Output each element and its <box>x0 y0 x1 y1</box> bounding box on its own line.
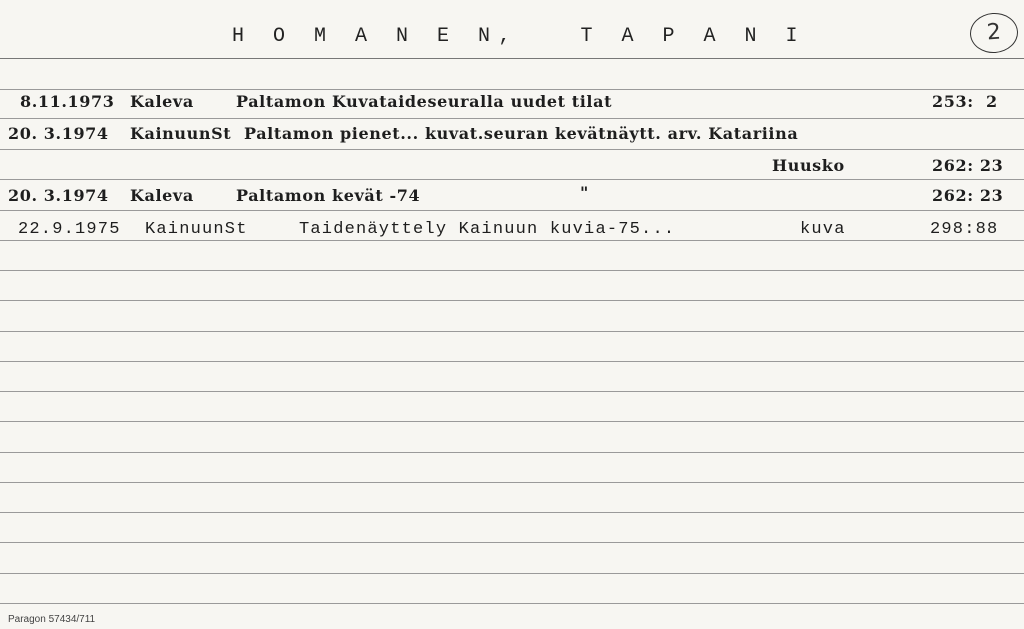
ruled-line <box>0 573 1024 574</box>
header-rule <box>0 58 1024 59</box>
ruled-line <box>0 300 1024 301</box>
ditto-mark: " <box>580 183 589 202</box>
entry-date: 8.11.1973 <box>20 92 115 111</box>
ruled-line <box>0 452 1024 453</box>
entry-date: 22.9.1975 <box>18 220 121 239</box>
ruled-line <box>0 210 1024 211</box>
print-code: Paragon 57434/711 <box>8 614 96 625</box>
ruled-line <box>0 603 1024 604</box>
ruled-line <box>0 149 1024 150</box>
entry-source: Kaleva <box>130 92 194 111</box>
card-title: H O M A N E N, T A P A N I <box>232 25 807 48</box>
entry-source: KainuunSt <box>145 220 248 239</box>
entry-ref: 262: 23 <box>932 186 1004 205</box>
ruled-line <box>0 482 1024 483</box>
entry-title: Taidenäyttely Kainuun kuvia-75... <box>299 220 676 239</box>
entry-date: 20. 3.1974 <box>8 124 109 143</box>
entry-title: Paltamon kevät -74 <box>236 186 421 205</box>
ruled-line <box>0 179 1024 180</box>
entry-source: Kaleva <box>130 186 194 205</box>
entry-date: 20. 3.1974 <box>8 186 109 205</box>
ruled-line <box>0 118 1024 119</box>
ruled-line <box>0 240 1024 241</box>
ruled-line <box>0 542 1024 543</box>
entry-title: Paltamon pienet... kuvat.seuran kevätnäytt. arv. Katariina <box>244 124 799 143</box>
ruled-line <box>0 361 1024 362</box>
card-number-circle: 2 <box>969 11 1020 54</box>
ruled-line <box>0 270 1024 271</box>
ruled-line <box>0 512 1024 513</box>
entry-ref: 298:88 <box>930 220 999 239</box>
entry-ref: 253: 2 <box>932 92 998 111</box>
entry-source: KainuunSt <box>130 124 232 143</box>
ruled-line <box>0 331 1024 332</box>
ruled-line <box>0 421 1024 422</box>
entry-ref: 262: 23 <box>932 156 1004 175</box>
entry-title: Paltamon Kuvataideseuralla uudet tilat <box>236 92 613 111</box>
ruled-line <box>0 391 1024 392</box>
entry-note: kuva <box>800 220 846 239</box>
ruled-line <box>0 89 1024 90</box>
entry-title-continuation: Huusko <box>772 156 845 175</box>
